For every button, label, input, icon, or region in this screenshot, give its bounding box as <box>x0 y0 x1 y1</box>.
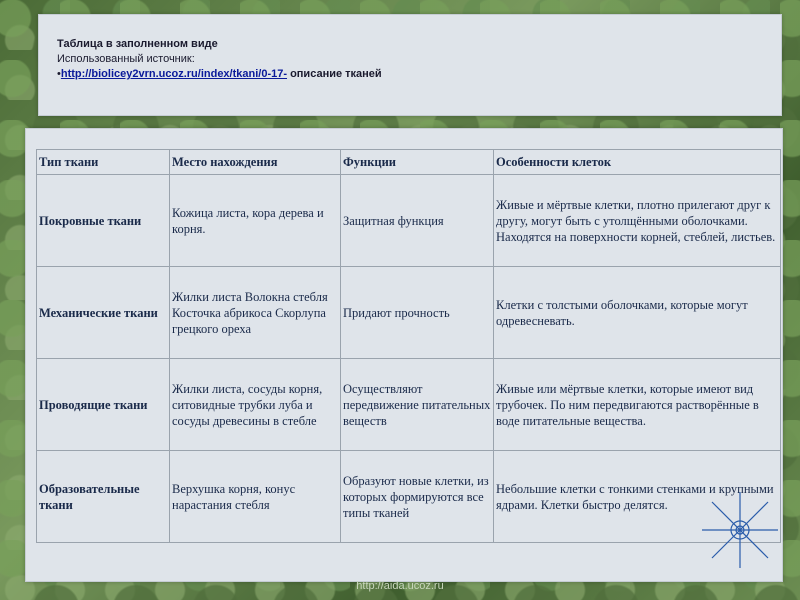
cell-location: Жилки листа, сосуды корня, ситовидные трубки луба и сосуды древесины в стебле <box>170 359 341 451</box>
source-line <box>57 67 382 82</box>
table-panel <box>25 128 783 582</box>
table-row <box>37 175 781 267</box>
header-text <box>57 37 382 82</box>
slide-title: Таблица в заполненном виде <box>57 38 218 50</box>
column-header-location: Место нахождения <box>170 150 341 175</box>
column-header-function: Функции <box>341 150 494 175</box>
cell-features: Небольшие клетки с тонкими стенками и крупными ядрами. Клетки быстро делятся. <box>494 451 781 543</box>
cell-location: Верхушка корня, конус нарастания стебля <box>170 451 341 543</box>
cell-type: Проводящие ткани <box>37 359 170 451</box>
table-row <box>37 359 781 451</box>
footer-watermark: http://aida.ucoz.ru <box>356 580 444 592</box>
cell-features: Клетки с толстыми оболочками, которые могут одревесневать. <box>494 267 781 359</box>
source-description: описание тканей <box>287 68 382 80</box>
source-link[interactable]: http://bioliceу2vrn.ucoz.ru/index/tkani/0-17- <box>60 68 288 80</box>
table-header-row <box>37 150 781 175</box>
cell-type: Образовательные ткани <box>37 451 170 543</box>
cell-type: Механические ткани <box>37 267 170 359</box>
column-header-type: Тип ткани <box>37 150 170 175</box>
column-header-features: Особенности клеток <box>494 150 781 175</box>
cell-function: Образуют новые клетки, из которых формируются все типы тканей <box>341 451 494 543</box>
compass-star-icon <box>700 490 780 570</box>
header-panel <box>38 14 782 116</box>
cell-function: Защитная функция <box>341 175 494 267</box>
table-row <box>37 451 781 543</box>
table-row <box>37 267 781 359</box>
cell-location: Кожица листа, кора дерева и корня. <box>170 175 341 267</box>
cell-function: Осуществляют передвижение питательных веществ <box>341 359 494 451</box>
cell-location: Жилки листа Волокна стебля Косточка абрикоса Скорлупа грецкого ореха <box>170 267 341 359</box>
bullet: • <box>57 68 61 80</box>
cell-type: Покровные ткани <box>37 175 170 267</box>
cell-features: Живые или мёртвые клетки, которые имеют вид трубочек. По ним передвигаются растворённые в воде питательные вещества. <box>494 359 781 451</box>
tissue-table <box>36 149 781 543</box>
cell-features: Живые и мёртвые клетки, плотно прилегают друг к другу, могут быть с утолщёнными оболочками. Находятся на поверхности корней, стеблей, листьев. <box>494 175 781 267</box>
source-label: Использованный источник: <box>57 53 195 65</box>
cell-function: Придают прочность <box>341 267 494 359</box>
